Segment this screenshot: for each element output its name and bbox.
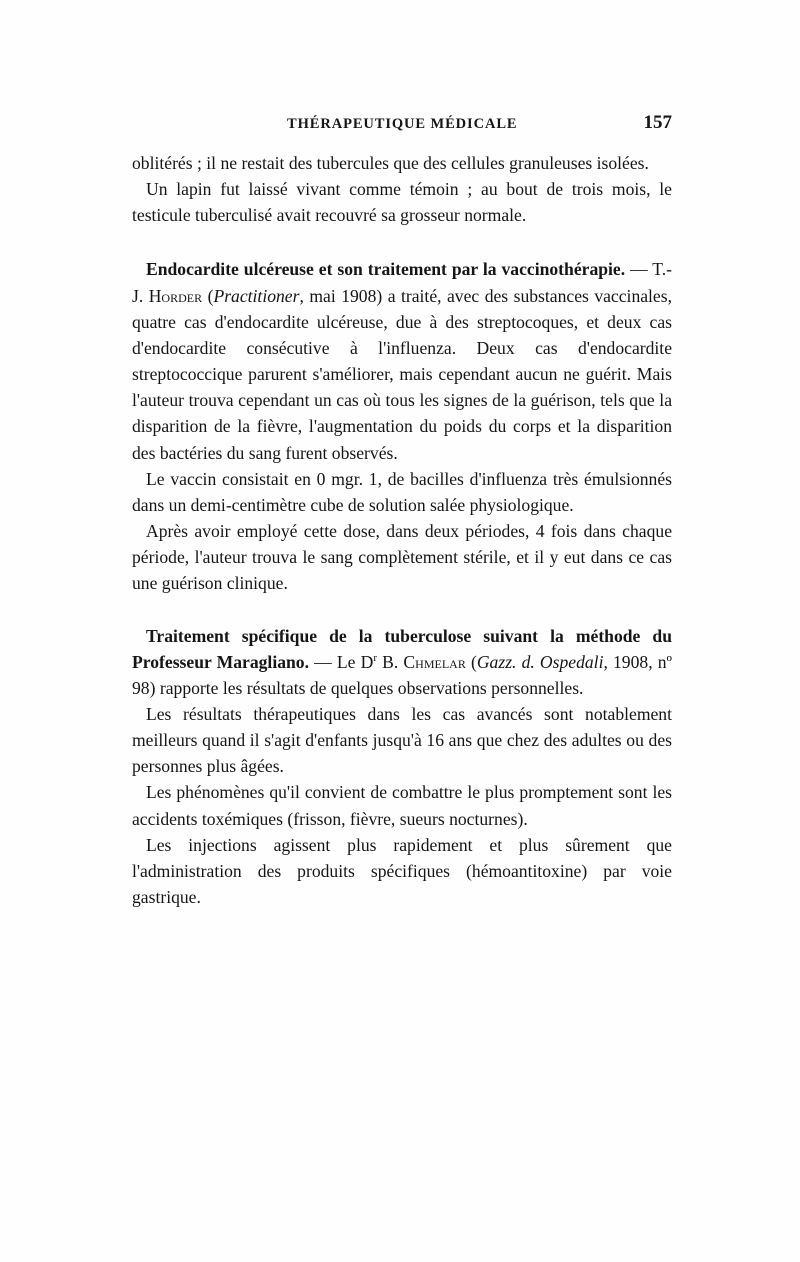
author-name: Horder: [148, 285, 203, 306]
section-body: , mai 1908) a traité, avec des substances vaccinales, quatre cas d'endocardite ulcéreuse, due à des streptocoques, et deux cas d'endocardite consécutive à l'influenza. Deux cas d'endocardite streptococcique parurent s'améliorer, mais cependant aucun ne guérit. Mais l'auteur trouva cependant un cas où tous les signes de la guérison, tels que la disparition de la fièvre, l'augmentation du poids du corps et la disparition des bactéries du sang furent observés.: [132, 285, 672, 463]
paragraph-rabbit-control: Un lapin fut laissé vivant comme témoin ; au bout de trois mois, le testicule tuberculisé avait recouvré sa grosseur normale.: [132, 179, 672, 226]
paragraph-therapeutic-results: Les résultats thérapeutiques dans les cas avancés sont notablement meilleurs quand il s'agit d'enfants jusqu'à 16 ans que chez des adultes ou des personnes plus âgées.: [132, 703, 672, 777]
reference-open: (: [465, 651, 477, 672]
dash: —: [309, 651, 337, 672]
section-endocarditis-lead: [132, 256, 672, 465]
dash: —: [625, 259, 653, 280]
author-initial: B.: [376, 651, 404, 672]
section-title-tuberculosis: Traitement spécifique de la tuberculose suivant la méthode du Professeur Maragliano.: [132, 625, 672, 672]
body-text: [132, 150, 672, 910]
paragraph-phenomena: Les phénomènes qu'il convient de combattre le plus promptement sont les accidents toxémiques (frisson, fièvre, sueurs nocturnes).: [132, 782, 672, 829]
paragraph-vaccine: Le vaccin consistait en 0 mgr. 1, de bacilles d'influenza très émulsionnés dans un demi-centimètre cube de solution salée physiologique.: [132, 468, 672, 515]
section-body: , 1908, nº 98) rapporte les résultats de quelques observations personnelles.: [132, 651, 672, 698]
page-number: 157: [643, 112, 672, 133]
author-initials: T.-J.: [132, 259, 672, 306]
journal-name: Practitioner: [213, 285, 300, 306]
paragraph-continuation: oblitérés ; il ne restait des tubercules que des cellules granuleuses isolées.: [132, 153, 649, 173]
paragraph-results: Après avoir employé cette dose, dans deux périodes, 4 fois dans chaque période, l'auteur trouva le sang complètement stérile, et il y eut dans ce cas une guérison clinique.: [132, 521, 672, 594]
author-name: Chmelar: [403, 651, 466, 672]
paragraph-injections: Les injections agissent plus rapidement et plus sûrement que l'administration des produits spécifiques (hémoantitoxine) par voie gastrique.: [132, 834, 672, 908]
section-title-endocarditis: Endocardite ulcéreuse et son traitement par la vaccinothérapie.: [146, 259, 626, 280]
page-header: [132, 112, 672, 138]
author-superscript: r: [373, 651, 377, 664]
reference-open: (: [202, 285, 214, 306]
section-tuberculosis-lead: [132, 623, 672, 701]
journal-name: Gazz. d. Ospedali: [476, 651, 604, 672]
author-prefix: Le D: [336, 651, 374, 672]
running-title: THÉRAPEUTIQUE MÉDICALE: [287, 116, 518, 132]
